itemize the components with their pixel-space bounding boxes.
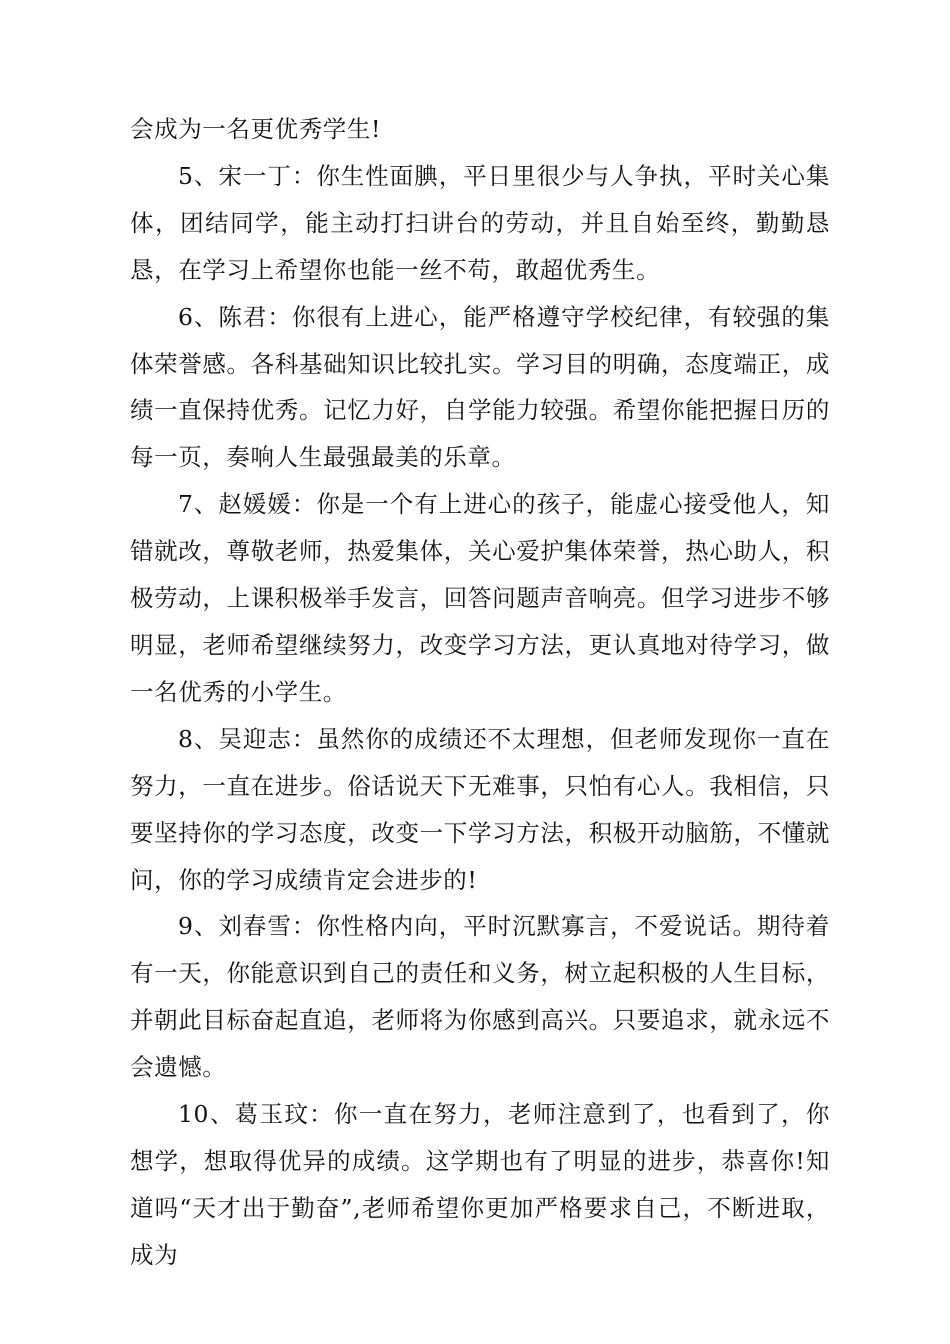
paragraph-comment-6: 6、陈君：你很有上进心，能严格遵守学校纪律，有较强的集体荣誉感。各科基础知识比较扎实。学习目的明确，态度端正，成绩一直保持优秀。记忆力好，自学能力较强。希望你能把握日历的每一页，奏响人生最强最美的乐章。 — [130, 302, 830, 472]
paragraph-continuation: 会成为一名更优秀学生! — [130, 115, 382, 143]
paragraph-comment-8: 8、吴迎志：虽然你的成绩还不太理想，但老师发现你一直在努力，一直在进步。俗话说天下无难事，只怕有心人。我相信，只要坚持你的学习态度，改变一下学习方法，积极开动脑筋，不懂就问，你的学习成绩肯定会进步的! — [130, 724, 830, 894]
paragraph-comment-9: 9、刘春雪：你性格内向，平时沉默寡言，不爱说话。期待着有一天，你能意识到自己的责任和义务，树立起积极的人生目标，并朝此目标奋起直追，老师将为你感到高兴。只要追求，就永远不会遗憾。 — [130, 912, 830, 1082]
document-body — [130, 106, 830, 1279]
paragraph-comment-5: 5、宋一丁：你生性面腆，平日里很少与人争执，平时关心集体，团结同学，能主动打扫讲台的劳动，并且自始至终，勤勤恳恳，在学习上希望你也能一丝不苟，敢超优秀生。 — [130, 161, 830, 284]
paragraph-comment-10: 10、葛玉玟：你一直在努力，老师注意到了，也看到了，你想学，想取得优异的成绩。这学期也有了明显的进步，恭喜你!知道吗“天才出于勤奋”,老师希望你更加严格要求自己，不断进取，成为 — [130, 1100, 830, 1269]
paragraph-comment-7: 7、赵媛媛：你是一个有上进心的孩子，能虚心接受他人，知错就改，尊敬老师，热爱集体，关心爱护集体荣誉，热心助人，积极劳动，上课积极举手发言，回答问题声音响亮。但学习进步不够明显，老师希望继续努力，改变学习方法，更认真地对待学习，做一名优秀的小学生。 — [130, 490, 830, 706]
